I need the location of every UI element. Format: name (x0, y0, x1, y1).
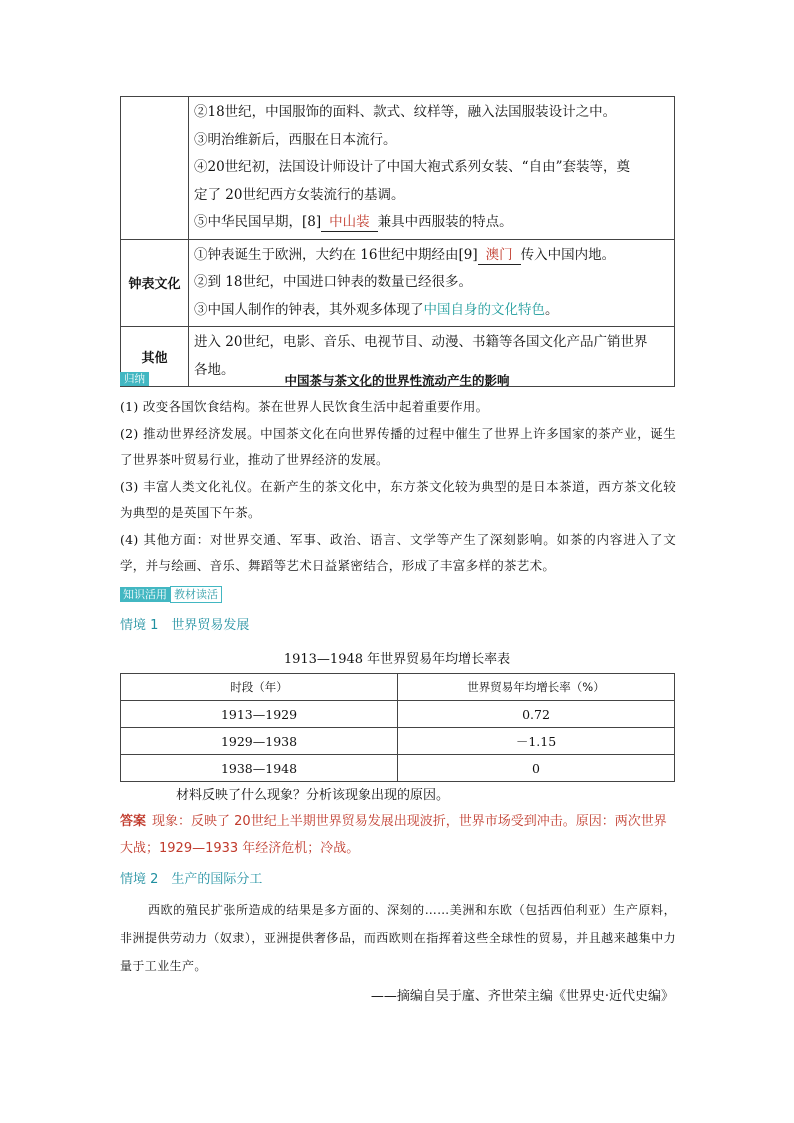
tag-textbook-reading: 教材读活 (170, 586, 222, 603)
summary-paragraph: (2) 推动世界经济发展。中国茶文化在向世界传播的过程中催生了世界上许多国家的茶产业，诞生了世界茶叶贸易行业，推动了世界经济的发展。 (120, 425, 676, 467)
period-cell: 1913—1929 (121, 701, 398, 728)
table-row (121, 239, 675, 327)
fill-answer: 中山装 (321, 214, 378, 232)
table-header-row (121, 674, 675, 701)
list-item: ③明治维新后，西服在日本流行。 (194, 131, 397, 148)
fill-prefix: ①钟表诞生于欧洲，大约在 16世纪中期经由[9] (194, 246, 478, 263)
list-item: 定了 20世纪西方女装流行的基调。 (194, 186, 405, 203)
list-item: 进入 20世纪，电影、音乐、电视节目、动漫、书籍等各国文化产品广销世界 (194, 334, 648, 350)
list-item: 各地。 (194, 361, 235, 378)
list-item: ④20世纪初，法国设计师设计了中国大袍式系列女装、“自由”套装等，奠 (194, 159, 630, 175)
rate-cell: 0 (398, 755, 675, 782)
culture-table (120, 96, 675, 387)
table-row (121, 728, 675, 755)
scene2-quote: 西欧的殖民扩张所造成的结果是多方面的、深刻的……美洲和东欧（包括西伯利亚）生产原料，非洲提供劳动力（奴隶），亚洲提供奢侈品，而西欧则在指挥着这些全球性的贸易，并且越来越集中力量于工业生产。 (120, 903, 676, 973)
category-cell: 其他 (121, 327, 189, 387)
summary-paragraph: (4) 其他方面：对世界交通、军事、政治、语言、文学等产生了深刻影响。如茶的内容进入了文学，并与绘画、音乐、舞蹈等艺术日益紧密结合，形成了丰富多样的茶艺术。 (120, 531, 676, 573)
list-item: ②18世纪，中国服饰的面料、款式、纹样等，融入法国服装设计之中。 (194, 104, 617, 120)
scene1-answer (120, 808, 676, 862)
scene2-title: 情境 2 生产的国际分工 (120, 872, 263, 887)
table-row (121, 97, 675, 240)
fill-prefix: ⑤中华民国早期，[8] (194, 214, 322, 230)
category-cell (121, 97, 189, 240)
highlight-text: 中国自身的文化特色 (423, 301, 545, 318)
trade-growth-table (120, 673, 675, 782)
fill-answer: 澳门 (478, 247, 521, 265)
scene1-title: 情境 1 世界贸易发展 (120, 618, 250, 633)
summary-tag: 归纳 (120, 372, 149, 386)
rate-cell: －1.15 (398, 728, 675, 755)
line-prefix: ③中国人制作的钟表，其外观多体现了 (194, 301, 424, 318)
fill-suffix: 兼具中西服装的特点。 (377, 214, 513, 230)
fill-blank-line (194, 242, 670, 270)
content-cell (189, 239, 675, 327)
tag-knowledge-use: 知识活用 (120, 587, 170, 602)
rate-cell: 0.72 (398, 701, 675, 728)
column-header: 世界贸易年均增长率（%） (398, 674, 675, 701)
period-cell: 1929—1938 (121, 728, 398, 755)
scene2-source: ——摘编自吴于廑、齐世荣主编《世界史·近代史编》 (370, 989, 674, 1004)
summary-paragraph: (1) 改变各国饮食结构。茶在世界人民饮食生活中起着重要作用。 (120, 399, 489, 414)
fill-blank-line (194, 209, 670, 237)
line-suffix: 。 (545, 301, 559, 318)
highlight-line (194, 297, 670, 325)
column-header: 时段（年） (121, 674, 398, 701)
section-tags (120, 586, 222, 603)
category-cell: 钟表文化 (121, 239, 189, 327)
list-item: ②到 18世纪，中国进口钟表的数量已经很多。 (194, 274, 472, 290)
fill-suffix: 传入中国内地。 (520, 246, 616, 263)
trade-table-title: 1913—1948 年世界贸易年均增长率表 (283, 652, 511, 667)
period-cell: 1938—1948 (121, 755, 398, 782)
scene1-question: 材料反映了什么现象？分析该现象出现的原因。 (176, 788, 450, 803)
summary-body (120, 394, 676, 580)
summary-title: 中国茶与茶文化的世界性流动产生的影响 (284, 373, 510, 388)
content-cell (189, 97, 675, 240)
answer-text: 现象：反映了 20世纪上半期世界贸易发展出现波折，世界市场受到冲击。原因：两次世界大战；1929—1933 年经济危机；冷战。 (120, 814, 667, 856)
answer-label: 答案 (120, 814, 147, 829)
summary-paragraph: (3) 丰富人类文化礼仪。在新产生的茶文化中，东方茶文化较为典型的是日本茶道，西方茶文化较为典型的是英国下午茶。 (120, 478, 676, 520)
table-row (121, 701, 675, 728)
table-row (121, 755, 675, 782)
